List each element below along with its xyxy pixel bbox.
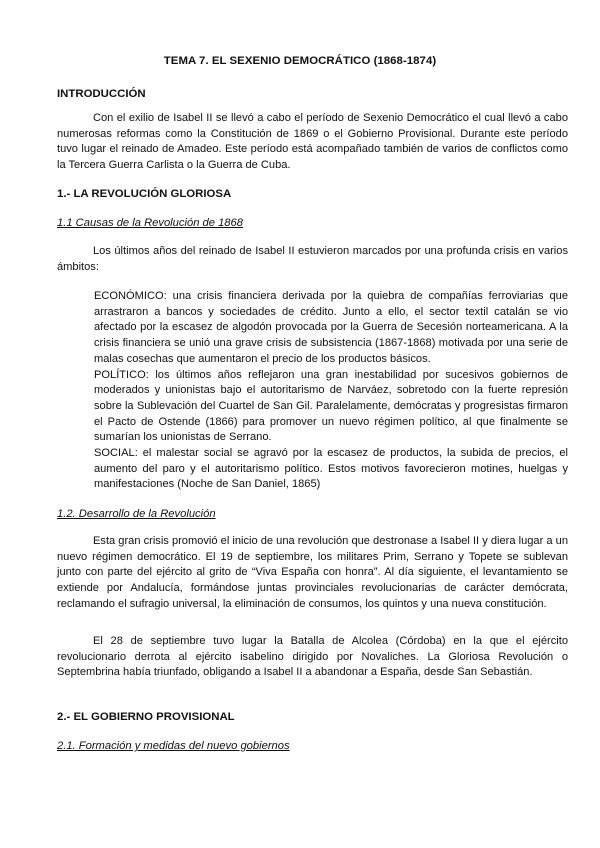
section1-2-heading: 1.2. Desarrollo de la Revolución	[57, 508, 216, 520]
development-paragraph-1: Esta gran crisis promovió el inicio de una revolución que destronase a Isabel II y diera lugar a un nuevo régimen democrático. El 19 de septiembre, los militares Prim, Serrano y Topete se sublevan junto con parte del ejército al grito de “Viva España con honra”. Al día siguiente, el levantamiento se extiende por Andalucía, formándose juntas provinciales revolucionarias de carácter demócrata, reclamando el sufragio universal, la eliminación de consumos, los quintos y una nueva constitución.	[57, 535, 568, 610]
causes-intro-paragraph: Los últimos años del reinado de Isabel II estuvieron marcados por una profunda crisis en varios ámbitos:	[57, 245, 568, 273]
section1-heading: 1.- LA REVOLUCIÓN GLORIOSA	[57, 188, 232, 200]
section1-1-heading: 1.1 Causas de la Revolución de 1868	[57, 217, 243, 229]
intro-paragraph: Con el exilio de Isabel II se llevó a cabo el período de Sexenio Democrático el cual llevó a cabo numerosas reformas como la Constitución de 1869 o el Gobierno Provisional. Durante este período tuvo lugar el reinado de Amadeo. Este período está acompañado también de varios de conflictos como la Tercera Guerra Carlista o la Guerra de Cuba.	[57, 112, 568, 172]
intro-heading: INTRODUCCIÓN	[57, 88, 146, 100]
section2-heading: 2.- EL GOBIERNO PROVISIONAL	[57, 711, 235, 723]
section2-1-heading: 2.1. Formación y medidas del nuevo gobiernos	[57, 740, 290, 752]
cause-social: SOCIAL: el malestar social se agravó por la escasez de productos, la subida de precios, el aumento del paro y el autoritarismo político. Estos motivos favorecieron motines, huelgas y manifestaciones (Noche de San Daniel, 1865)	[94, 447, 568, 491]
causes-list	[94, 289, 568, 493]
cause-economico: ECONÓMICO: una crisis financiera derivada por la quiebra de compañías ferroviarias que arrastraron a bancos y sociedades de crédito. Junto a ello, el sector textil catalán se vio afectado por la escasez de algodón provocada por la Guerra de Secesión norteamericana. A la crisis financiera se unió una grave crisis de subsistencia (1867-1868) motivada por una serie de malas cosechas que aumentaron el precio de los productos básicos.	[94, 290, 568, 365]
document-title: TEMA 7. EL SEXENIO DEMOCRÁTICO (1868-1874)	[163, 55, 437, 67]
development-paragraph-2: El 28 de septiembre tuvo lugar la Batalla de Alcolea (Córdoba) en la que el ejército revolucionario derrota al ejército isabelino dirigido por Novaliches. La Gloriosa Revolución o Septembrina había triunfado, obligando a Isabel II a abandonar a España, desde San Sebastián.	[57, 635, 568, 679]
cause-politico: POLÍTICO: los últimos años reflejaron una gran inestabilidad por sucesivos gobiernos de moderados y unionistas bajo el autoritarismo de Narváez, sobretodo con la fuerte represión sobre la Sublevación del Cuartel de San Gil. Paralelamente, demócratas y progresistas firmaron el Pacto de Ostende (1866) para promover un nuevo régimen político, al que finalmente se sumarían los unionistas de Serrano.	[94, 368, 568, 444]
